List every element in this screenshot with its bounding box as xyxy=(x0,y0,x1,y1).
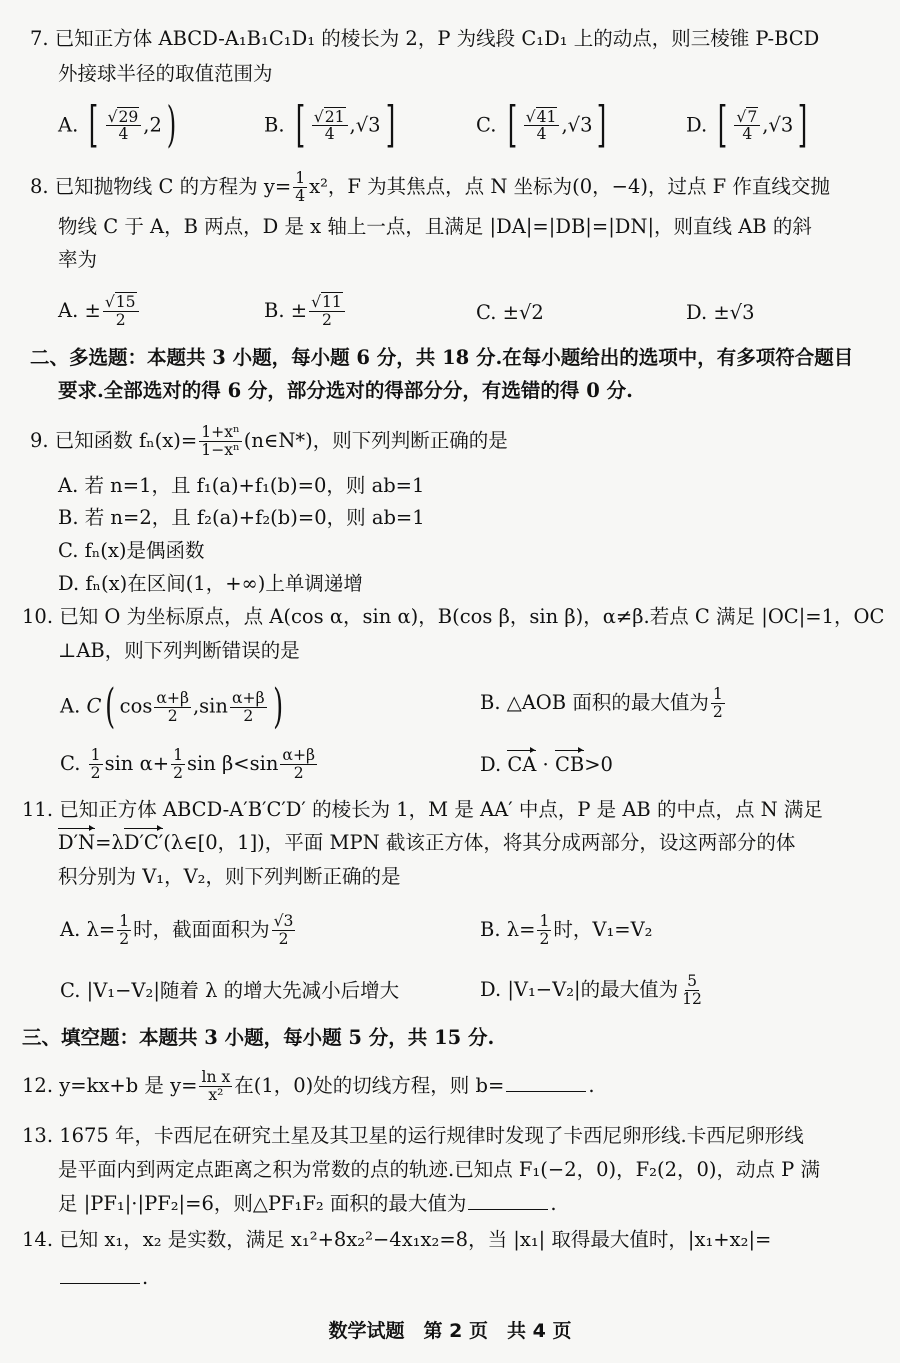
q8-b-letter: B. xyxy=(264,298,285,322)
q11-vector-dn: D′N xyxy=(58,831,96,854)
q14-end: . xyxy=(142,1266,149,1289)
q11-option-a xyxy=(60,913,297,948)
q7-c-right: ,√3 xyxy=(561,113,593,137)
q11-b-post: 时，V₁=V₂ xyxy=(553,917,653,941)
q10-b-pre: B. △AOB 面积的最大值为 xyxy=(480,690,709,714)
q9-stem xyxy=(30,424,508,459)
q13-line2: 是平面内到两定点距离之积为常数的点的轨迹.已知点 F₁(−2，0)，F₂(2，0)，动点 P 满 xyxy=(58,1158,821,1181)
q10-a-num2: α+β xyxy=(231,688,265,707)
q8-line3: 率为 xyxy=(58,248,98,271)
q11-line2-mid: =λ xyxy=(95,831,124,854)
q8-a-letter: A. xyxy=(58,298,79,322)
q14-line1: 14. 已知 x₁，x₂ 是实数，满足 x₁²+8x₂²−4x₁x₂=8，当 |x₁| 取得最大值时，|x₁+x₂|= xyxy=(22,1228,772,1251)
q10-c-letter: C. xyxy=(60,751,81,775)
q11-d-den: 12 xyxy=(682,989,702,1008)
q10-d-vector-ca: CA xyxy=(507,753,537,776)
q12-stem xyxy=(22,1069,595,1104)
q10-a-sin: ,sin xyxy=(192,694,228,718)
q9-option-c: C. fₙ(x)是偶函数 xyxy=(58,539,205,562)
q7-option-c: C. [ $\frac{√41}{4}$ ,√3] xyxy=(476,97,607,153)
q7-option-b: B. [ $\frac{√21}{4}$ ,√3] xyxy=(264,97,395,153)
q13-line3 xyxy=(58,1191,557,1217)
q9-num: 1+xⁿ xyxy=(201,423,240,441)
q7-a-den: 4 xyxy=(118,125,129,144)
q9-pre: 9. 已知函数 fₙ(x)= xyxy=(30,428,198,452)
q12-end: . xyxy=(588,1073,595,1097)
q12-pre: 12. y=kx+b 是 y= xyxy=(22,1073,198,1097)
q10-c-mid2: sin β<sin xyxy=(187,751,279,775)
q8-b-pm: ± xyxy=(290,298,308,322)
q13-end: . xyxy=(550,1192,557,1215)
q8-c-text: ±√2 xyxy=(502,301,544,324)
q7-d-right: ,√3 xyxy=(762,113,794,137)
q11-b-pre: B. λ= xyxy=(480,917,536,941)
q10-a-den1: 2 xyxy=(167,706,178,725)
q10-option-c xyxy=(60,747,319,782)
q11-line1: 11. 已知正方体 ABCD-A′B′C′D′ 的棱长为 1，M 是 AA′ 中点，P 是 AB 的中点，点 N 满足 xyxy=(22,798,823,821)
q14-answer-blank[interactable] xyxy=(60,1265,140,1284)
q11-a-den: 2 xyxy=(119,929,130,948)
q7-c-num: 41 xyxy=(536,107,557,126)
q11-vector-dc: D′C′ xyxy=(123,831,164,854)
page-footer: 数学试题 第 2 页 共 4 页 xyxy=(328,1320,572,1342)
q7-c-letter: C. xyxy=(476,113,497,137)
q7-a-num: 29 xyxy=(118,107,139,126)
q7-b-right: ,√3 xyxy=(349,113,381,137)
q11-a-mid: 时，截面面积为 xyxy=(133,917,270,941)
q10-b-num: 1 xyxy=(712,685,723,703)
q10-line2: ⊥AB，则下列判断错误的是 xyxy=(58,639,300,662)
q10-option-d xyxy=(480,752,613,778)
q9-option-a: A. 若 n=1，且 f₁(a)+f₁(b)=0，则 ab=1 xyxy=(58,474,425,497)
q11-a-den2: 2 xyxy=(278,929,289,948)
q10-a-cos: cos xyxy=(119,694,153,718)
q10-a-pre: C xyxy=(86,694,102,718)
q8-c-letter: C. xyxy=(476,301,497,324)
q11-option-c: C. |V₁−V₂|随着 λ 的增大先减小后增大 xyxy=(60,979,400,1002)
q10-d-post: >0 xyxy=(584,753,613,776)
q7-c-den: 4 xyxy=(536,125,547,144)
q13-answer-blank[interactable] xyxy=(468,1191,548,1210)
q8-d-text: ±√3 xyxy=(713,301,755,324)
q8-d-letter: D. xyxy=(686,301,708,324)
q7-b-letter: B. xyxy=(264,113,285,137)
q10-d-vector-cb: CB xyxy=(554,753,585,776)
q8-b-num: 11 xyxy=(322,293,342,311)
q8-frac-num: 1 xyxy=(295,169,306,187)
q11-d-pre: D. |V₁−V₂|的最大值为 xyxy=(480,977,679,1001)
q7-d-num: 7 xyxy=(747,107,758,126)
q9-option-d: D. fₙ(x)在区间(1，+∞)上单调递增 xyxy=(58,572,363,595)
q11-b-num: 1 xyxy=(539,912,550,930)
q10-b-den: 2 xyxy=(712,702,723,721)
q10-a-den2: 2 xyxy=(243,706,254,725)
q8-option-a: A. ± $\frac{√15}{2}$ xyxy=(58,294,141,329)
q10-c-mid1: sin α+ xyxy=(104,751,170,775)
q7-a-letter: A. xyxy=(58,113,79,137)
section3-heading: 三、填空题：本题共 3 小题，每小题 5 分，共 15 分. xyxy=(22,1026,495,1049)
q12-post: 在(1，0)处的切线方程，则 b= xyxy=(234,1073,505,1097)
q11-d-num: 5 xyxy=(687,972,697,990)
q7-line1: 7. 已知正方体 ABCD-A₁B₁C₁D₁ 的棱长为 2，P 为线段 C₁D₁ 上的动点，则三棱锥 P-BCD xyxy=(30,27,820,50)
q11-b-den: 2 xyxy=(539,929,550,948)
q10-c-one2: 1 xyxy=(173,746,183,764)
q11-line2-post: (λ∈[0，1])，平面 MPN 截该正方体，将其分成两部分，设这两部分的体 xyxy=(163,831,796,854)
q10-option-b xyxy=(480,686,727,721)
q9-post: (n∈N*)，则下列判断正确的是 xyxy=(243,428,508,452)
q7-d-den: 4 xyxy=(742,125,753,144)
q8-option-c xyxy=(476,300,544,326)
q9-option-b: B. 若 n=2，且 f₂(a)+f₂(b)=0，则 ab=1 xyxy=(58,506,425,529)
q11-a-num: 1 xyxy=(119,912,130,930)
q7-b-num: 21 xyxy=(324,107,345,126)
q12-den: x² xyxy=(208,1085,224,1104)
q7-option-d: D. [ $\frac{√7}{4}$ ,√3] xyxy=(686,97,808,153)
q10-a-num1: α+β xyxy=(156,688,189,707)
q8-line1-pre: 8. 已知抛物线 C 的方程为 y= xyxy=(30,174,292,198)
q7-a-right: ,2 xyxy=(143,113,162,137)
q8-option-b: B. ± $\frac{√11}{2}$ xyxy=(264,294,347,329)
q13-line3-text: 足 |PF₁|·|PF₂|=6，则△PF₁F₂ 面积的最大值为 xyxy=(58,1192,467,1215)
q7-line2: 外接球半径的取值范围为 xyxy=(58,62,273,85)
q10-c-two2: 2 xyxy=(173,763,183,782)
q7-b-den: 4 xyxy=(324,125,335,144)
q11-a-pre: A. λ= xyxy=(60,917,116,941)
q10-c-one1: 1 xyxy=(90,746,101,764)
section2-heading-line1: 二、多选题：本题共 3 小题，每小题 6 分，共 18 分.在每小题给出的选项中，有多项符合题目 xyxy=(30,346,854,369)
q8-a-den: 2 xyxy=(115,310,126,329)
q12-answer-blank[interactable] xyxy=(506,1073,586,1092)
q13-line1: 13. 1675 年，卡西尼在研究土星及其卫星的运行规律时发现了卡西尼卵形线.卡西尼卵形线 xyxy=(22,1124,804,1147)
q12-num: ln x xyxy=(201,1068,231,1086)
q11-line3: 积分别为 V₁，V₂，则下列判断正确的是 xyxy=(58,865,401,888)
q10-line1: 10. 已知 O 为坐标原点，点 A(cos α，sin α)，B(cos β，sin β)，α≠β.若点 C 满足 |OC|=1，OC xyxy=(22,605,885,628)
q10-c-two1: 2 xyxy=(90,763,101,782)
q10-a-letter: A. xyxy=(60,694,81,718)
q8-a-num: 15 xyxy=(115,293,136,311)
q8-line1-post: x²，F 为其焦点，点 N 坐标为(0，−4)，过点 F 作直线交抛 xyxy=(309,174,830,198)
q10-c-den: 2 xyxy=(293,763,304,782)
q8-a-pm: ± xyxy=(84,298,101,322)
q9-den: 1−xⁿ xyxy=(201,440,240,459)
q11-line2 xyxy=(58,830,795,856)
q11-option-b xyxy=(480,913,653,948)
section2-heading-line2: 要求.全部选对的得 6 分，部分选对的得部分分，有选错的得 0 分. xyxy=(58,379,633,402)
q8-line2: 物线 C 于 A，B 两点，D 是 x 轴上一点，且满足 |DA|=|DB|=|DN|，则直线 AB 的斜 xyxy=(58,215,812,238)
q8-b-den: 2 xyxy=(322,310,332,329)
q10-option-a: A. C( cos $\frac{\alpha+\beta}{2}$ ,sin $\frac{\alpha+\beta}{2}$ ) xyxy=(60,680,283,734)
q8-frac-den: 4 xyxy=(295,186,306,205)
q7-option-a: A. [ $\frac{√29}{4}$ ,2) xyxy=(58,97,177,153)
q10-d-dot: · xyxy=(536,753,555,776)
q10-c-num: α+β xyxy=(282,746,316,764)
q7-d-letter: D. xyxy=(686,113,708,137)
q11-a-num2: √3 xyxy=(273,912,294,930)
q8-option-d xyxy=(686,300,755,326)
q11-option-d xyxy=(480,973,706,1008)
q10-d-letter: D. xyxy=(480,753,502,776)
q14-line2 xyxy=(58,1265,148,1291)
q8-line1 xyxy=(30,170,830,205)
